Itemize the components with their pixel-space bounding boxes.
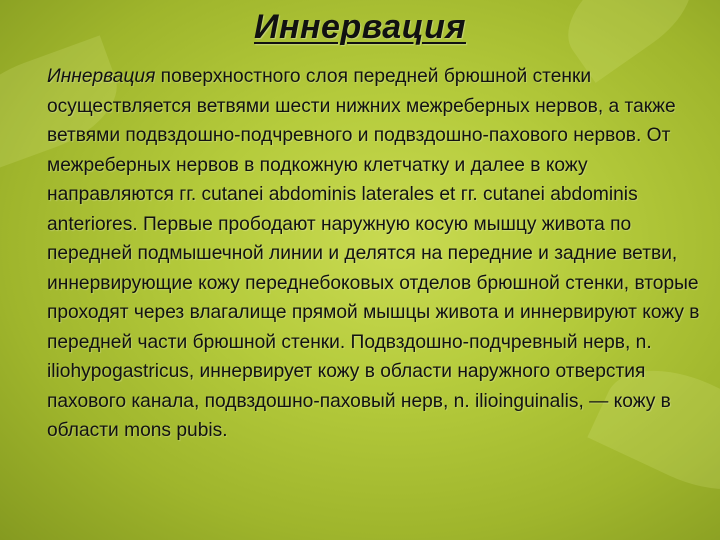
slide-title: Иннервация [254,8,466,46]
slide-body-text [47,62,707,446]
body-paragraph: поверхностного слоя передней брюшной стенки осуществляется ветвями шести нижних межреберных нервов, а также ветвями подвздошно-подчревного и подвздошно-пахового нервов. От межреберных нервов в подкожную клетчатку и далее в кожу направляются гг. cutanei abdominis laterales et гг. cutanei abdominis anteriores. Первые прободают наружную косую мышцу живота по передней подмышечной линии и делятся на передние и задние ветви, иннервирующие кожу переднебоковых отделов брюшной стенки, вторые проходят через влагалище прямой мышцы живота и иннервируют кожу в передней части брюшной стенки. Подвздошно-подчревный нерв, n. iliohypogastricus, иннервирует кожу в области наружного отверстия пахового канала, подвздошно-паховый нерв, n. ilioinguinalis, — кожу в области mons pubis. [47,66,700,441]
lead-term: Иннервация [47,66,156,87]
